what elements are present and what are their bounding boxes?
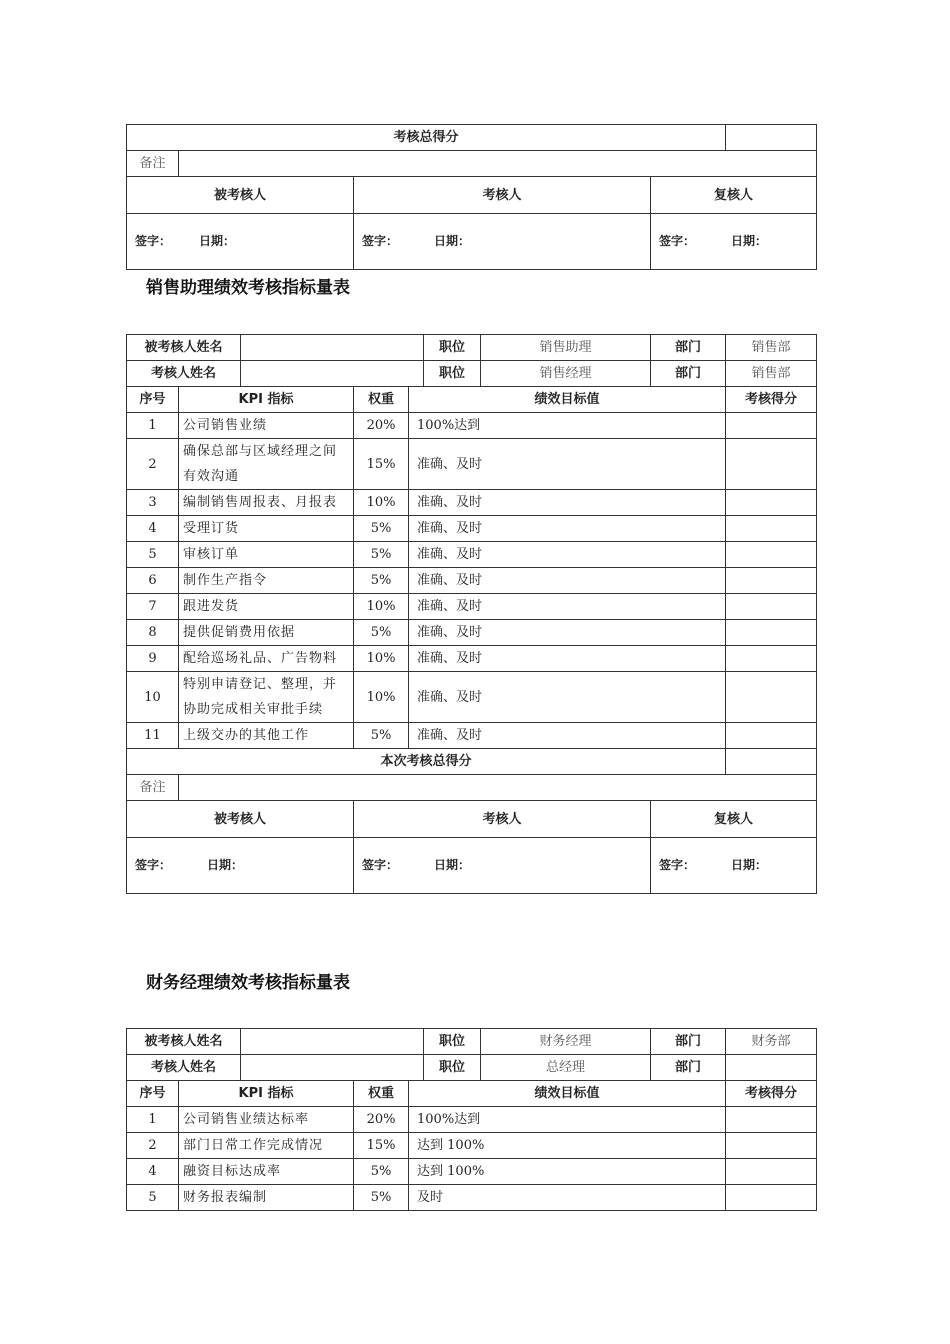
reviewer-label: 考核人 (354, 177, 651, 214)
department-label: 部门 (651, 1055, 726, 1081)
row-score-cell[interactable] (726, 439, 817, 490)
row-weight: 15% (354, 1133, 409, 1159)
reviewer-label: 考核人 (354, 801, 651, 838)
table-row (127, 542, 817, 568)
row-target: 达到 100% (409, 1133, 726, 1159)
row-target: 准确、及时 (409, 516, 726, 542)
reviewee-department-value: 销售部 (726, 335, 817, 361)
finance-manager-title: 财务经理绩效考核指标量表 (146, 973, 350, 993)
row-weight: 5% (354, 568, 409, 594)
row-kpi: 融资目标达成率 (179, 1159, 354, 1185)
row-no: 6 (127, 568, 179, 594)
sales-assistant-rows (127, 413, 817, 749)
col-header-score: 考核得分 (726, 387, 817, 413)
sign-label: 签字： (362, 858, 399, 872)
reviewee-signature-cell[interactable] (127, 838, 354, 894)
reviewee-name-input[interactable] (241, 335, 424, 361)
row-no: 2 (127, 1133, 179, 1159)
row-weight: 10% (354, 594, 409, 620)
row-no: 4 (127, 1159, 179, 1185)
table-row (127, 413, 817, 439)
table-row (127, 1159, 817, 1185)
finance-manager-rows (127, 1107, 817, 1211)
row-kpi: 确保总部与区域经理之间有效沟通 (179, 439, 354, 490)
row-weight: 5% (354, 620, 409, 646)
remarks-cell[interactable] (179, 775, 817, 801)
reviewer-department-value[interactable] (726, 1055, 817, 1081)
row-no: 2 (127, 439, 179, 490)
row-no: 3 (127, 490, 179, 516)
total-score-cell[interactable] (726, 125, 817, 151)
reviewer-department-value: 销售部 (726, 361, 817, 387)
finance-manager-table (126, 1028, 817, 1211)
current-total-score-cell[interactable] (726, 749, 817, 775)
date-label: 日期： (434, 858, 471, 872)
row-score-cell[interactable] (726, 542, 817, 568)
reviewer-position-value: 销售经理 (481, 361, 651, 387)
row-kpi: 审核订单 (179, 542, 354, 568)
reviewer-signature-cell[interactable] (354, 214, 651, 270)
row-target: 准确、及时 (409, 594, 726, 620)
row-target: 及时 (409, 1185, 726, 1211)
table-row (127, 1107, 817, 1133)
row-score-cell[interactable] (726, 568, 817, 594)
table-row (127, 516, 817, 542)
remarks-label: 备注 (127, 775, 179, 801)
reviewee-name-label: 被考核人姓名 (127, 1029, 241, 1055)
row-score-cell[interactable] (726, 1133, 817, 1159)
current-total-score-label: 本次考核总得分 (127, 749, 726, 775)
col-header-no: 序号 (127, 1081, 179, 1107)
row-score-cell[interactable] (726, 620, 817, 646)
row-no: 1 (127, 413, 179, 439)
col-header-target: 绩效目标值 (409, 1081, 726, 1107)
reviewer-position-value: 总经理 (481, 1055, 651, 1081)
row-score-cell[interactable] (726, 723, 817, 749)
total-score-label: 考核总得分 (127, 125, 726, 151)
row-target: 准确、及时 (409, 568, 726, 594)
sales-assistant-table (126, 334, 817, 894)
reviewee-position-value: 销售助理 (481, 335, 651, 361)
row-kpi: 编制销售周报表、月报表 (179, 490, 354, 516)
date-label: 日期： (731, 234, 768, 248)
col-header-score: 考核得分 (726, 1081, 817, 1107)
sign-label: 签字： (362, 234, 399, 248)
row-weight: 10% (354, 646, 409, 672)
col-header-kpi: KPI 指标 (179, 387, 354, 413)
row-target: 达到 100% (409, 1159, 726, 1185)
row-score-cell[interactable] (726, 1185, 817, 1211)
rechecker-label: 复核人 (651, 801, 817, 838)
row-kpi: 提供促销费用依据 (179, 620, 354, 646)
row-kpi: 配给巡场礼品、广告物料 (179, 646, 354, 672)
row-no: 4 (127, 516, 179, 542)
row-no: 10 (127, 672, 179, 723)
row-target: 准确、及时 (409, 620, 726, 646)
col-header-weight: 权重 (354, 1081, 409, 1107)
row-kpi: 公司销售业绩 (179, 413, 354, 439)
table-row (127, 646, 817, 672)
position-label: 职位 (424, 1055, 481, 1081)
row-weight: 20% (354, 1107, 409, 1133)
row-kpi: 财务报表编制 (179, 1185, 354, 1211)
row-score-cell[interactable] (726, 516, 817, 542)
row-score-cell[interactable] (726, 672, 817, 723)
row-target: 100%达到 (409, 1107, 726, 1133)
col-header-target: 绩效目标值 (409, 387, 726, 413)
row-kpi: 公司销售业绩达标率 (179, 1107, 354, 1133)
row-weight: 5% (354, 1159, 409, 1185)
reviewee-name-label: 被考核人姓名 (127, 335, 241, 361)
sign-label: 签字： (135, 858, 172, 872)
table-row (127, 620, 817, 646)
row-target: 准确、及时 (409, 439, 726, 490)
row-weight: 5% (354, 1185, 409, 1211)
row-weight: 10% (354, 490, 409, 516)
row-target: 100%达到 (409, 413, 726, 439)
row-weight: 5% (354, 723, 409, 749)
position-label: 职位 (424, 1029, 481, 1055)
row-no: 7 (127, 594, 179, 620)
department-label: 部门 (651, 335, 726, 361)
position-label: 职位 (424, 361, 481, 387)
table-row (127, 1185, 817, 1211)
reviewee-label: 被考核人 (127, 801, 354, 838)
reviewer-signature-cell[interactable] (354, 838, 651, 894)
reviewer-name-label: 考核人姓名 (127, 361, 241, 387)
table-row (127, 723, 817, 749)
row-kpi: 制作生产指令 (179, 568, 354, 594)
rechecker-signature-cell[interactable] (651, 838, 817, 894)
row-target: 准确、及时 (409, 672, 726, 723)
reviewee-department-value: 财务部 (726, 1029, 817, 1055)
row-target: 准确、及时 (409, 723, 726, 749)
table-row (127, 439, 817, 490)
row-no: 5 (127, 1185, 179, 1211)
row-kpi: 跟进发货 (179, 594, 354, 620)
remarks-cell[interactable] (179, 151, 817, 177)
row-weight: 5% (354, 542, 409, 568)
row-kpi: 特别申请登记、整理，并协助完成相关审批手续 (179, 672, 354, 723)
sales-assistant-title: 销售助理绩效考核指标量表 (146, 278, 350, 298)
top-summary-table (126, 124, 817, 270)
rechecker-signature-cell[interactable] (651, 214, 817, 270)
sign-label: 签字： (659, 858, 696, 872)
rechecker-label: 复核人 (651, 177, 817, 214)
sign-label: 签字： (659, 234, 696, 248)
table-row (127, 490, 817, 516)
reviewer-name-label: 考核人姓名 (127, 1055, 241, 1081)
row-no: 8 (127, 620, 179, 646)
row-no: 9 (127, 646, 179, 672)
department-label: 部门 (651, 361, 726, 387)
reviewee-name-input[interactable] (241, 1029, 424, 1055)
row-no: 1 (127, 1107, 179, 1133)
row-kpi: 受理订货 (179, 516, 354, 542)
row-kpi: 部门日常工作完成情况 (179, 1133, 354, 1159)
date-label: 日期： (731, 858, 768, 872)
row-weight: 20% (354, 413, 409, 439)
row-no: 11 (127, 723, 179, 749)
row-weight: 5% (354, 516, 409, 542)
row-kpi: 上级交办的其他工作 (179, 723, 354, 749)
table-row (127, 594, 817, 620)
remarks-label: 备注 (127, 151, 179, 177)
date-label: 日期： (434, 234, 471, 248)
col-header-no: 序号 (127, 387, 179, 413)
row-weight: 15% (354, 439, 409, 490)
reviewee-position-value: 财务经理 (481, 1029, 651, 1055)
sign-label: 签字： (135, 234, 172, 248)
row-score-cell[interactable] (726, 1159, 817, 1185)
row-score-cell[interactable] (726, 594, 817, 620)
row-no: 5 (127, 542, 179, 568)
table-row (127, 1133, 817, 1159)
date-label: 日期： (207, 858, 244, 872)
row-target: 准确、及时 (409, 646, 726, 672)
row-score-cell[interactable] (726, 490, 817, 516)
table-row (127, 568, 817, 594)
table-row (127, 672, 817, 723)
row-score-cell[interactable] (726, 413, 817, 439)
reviewer-name-input[interactable] (241, 361, 424, 387)
department-label: 部门 (651, 1029, 726, 1055)
reviewee-label: 被考核人 (127, 177, 354, 214)
position-label: 职位 (424, 335, 481, 361)
reviewee-signature-cell[interactable] (127, 214, 354, 270)
reviewer-name-input[interactable] (241, 1055, 424, 1081)
row-score-cell[interactable] (726, 1107, 817, 1133)
date-label: 日期： (199, 234, 236, 248)
col-header-weight: 权重 (354, 387, 409, 413)
row-target: 准确、及时 (409, 490, 726, 516)
row-score-cell[interactable] (726, 646, 817, 672)
col-header-kpi: KPI 指标 (179, 1081, 354, 1107)
row-target: 准确、及时 (409, 542, 726, 568)
row-weight: 10% (354, 672, 409, 723)
